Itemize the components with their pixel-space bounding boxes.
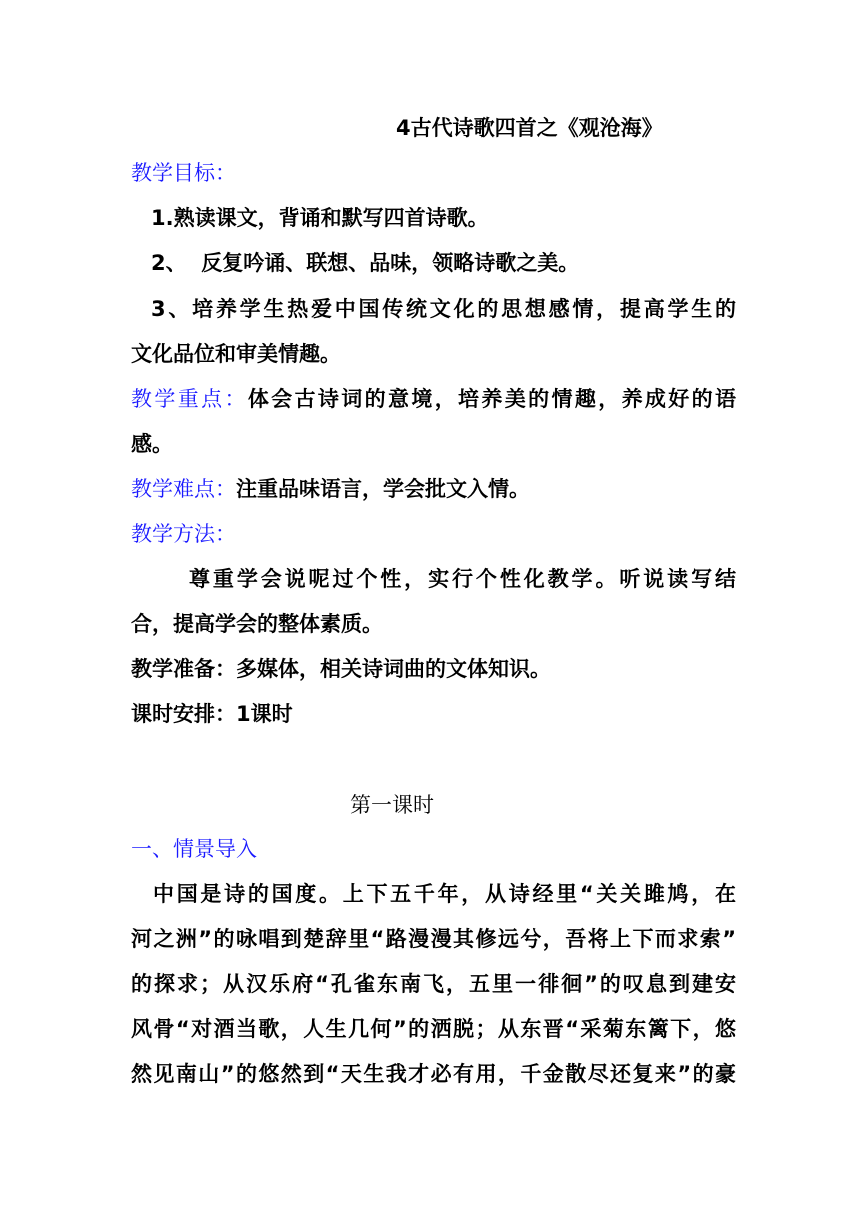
preparation-line: 教学准备：多媒体，相关诗词曲的文体知识。: [131, 657, 551, 681]
goal-item-2: 2、 反复吟诵、联想、品味，领略诗歌之美。: [151, 251, 580, 275]
method-text: 尊重学会说呢过个性，实行个性化教学。听说读写结: [189, 567, 736, 591]
section-heading-intro: 一、情景导入: [131, 837, 257, 861]
lesson-title: 第一课时: [350, 793, 434, 817]
key-point-label: 教学重点：: [131, 387, 248, 411]
intro-paragraph-line: 中国是诗的国度。上下五千年，从诗经里“关关雎鸠，在: [153, 882, 736, 906]
method-text-continued: 合，提高学会的整体素质。: [131, 612, 383, 636]
difficulty-text: 注重品味语言，学会批文入情。: [236, 477, 530, 501]
goal-item-3: 3、培养学生热爱中国传统文化的思想感情，提高学生的: [151, 297, 736, 321]
difficulty-label: 教学难点：: [131, 477, 236, 501]
intro-paragraph-line: 风骨“对酒当歌，人生几何”的洒脱；从东晋“采菊东篱下，悠: [131, 1017, 736, 1041]
page-title: 4古代诗歌四首之《观沧海》: [396, 116, 663, 140]
schedule-line: 课时安排：1课时: [131, 702, 293, 726]
key-point-text-continued: 感。: [131, 432, 173, 456]
goal-item-3-continued: 文化品位和审美情趣。: [131, 342, 341, 366]
intro-paragraph-line: 然见南山”的悠然到“天生我才必有用，千金散尽还复来”的豪: [131, 1062, 736, 1086]
goal-item-1: 1.熟读课文，背诵和默写四首诗歌。: [151, 206, 489, 230]
intro-paragraph-line: 河之洲”的咏唱到楚辞里“路漫漫其修远兮，吾将上下而求索”: [131, 927, 736, 951]
goals-heading: 教学目标：: [131, 161, 236, 185]
key-point-text: 体会古诗词的意境，培养美的情趣，养成好的语: [247, 387, 737, 411]
intro-paragraph-line: 的探求；从汉乐府“孔雀东南飞，五里一徘徊”的叹息到建安: [131, 972, 736, 996]
method-heading: 教学方法：: [131, 522, 236, 546]
key-point-line: [131, 376, 736, 422]
difficulty-line: [131, 466, 736, 512]
